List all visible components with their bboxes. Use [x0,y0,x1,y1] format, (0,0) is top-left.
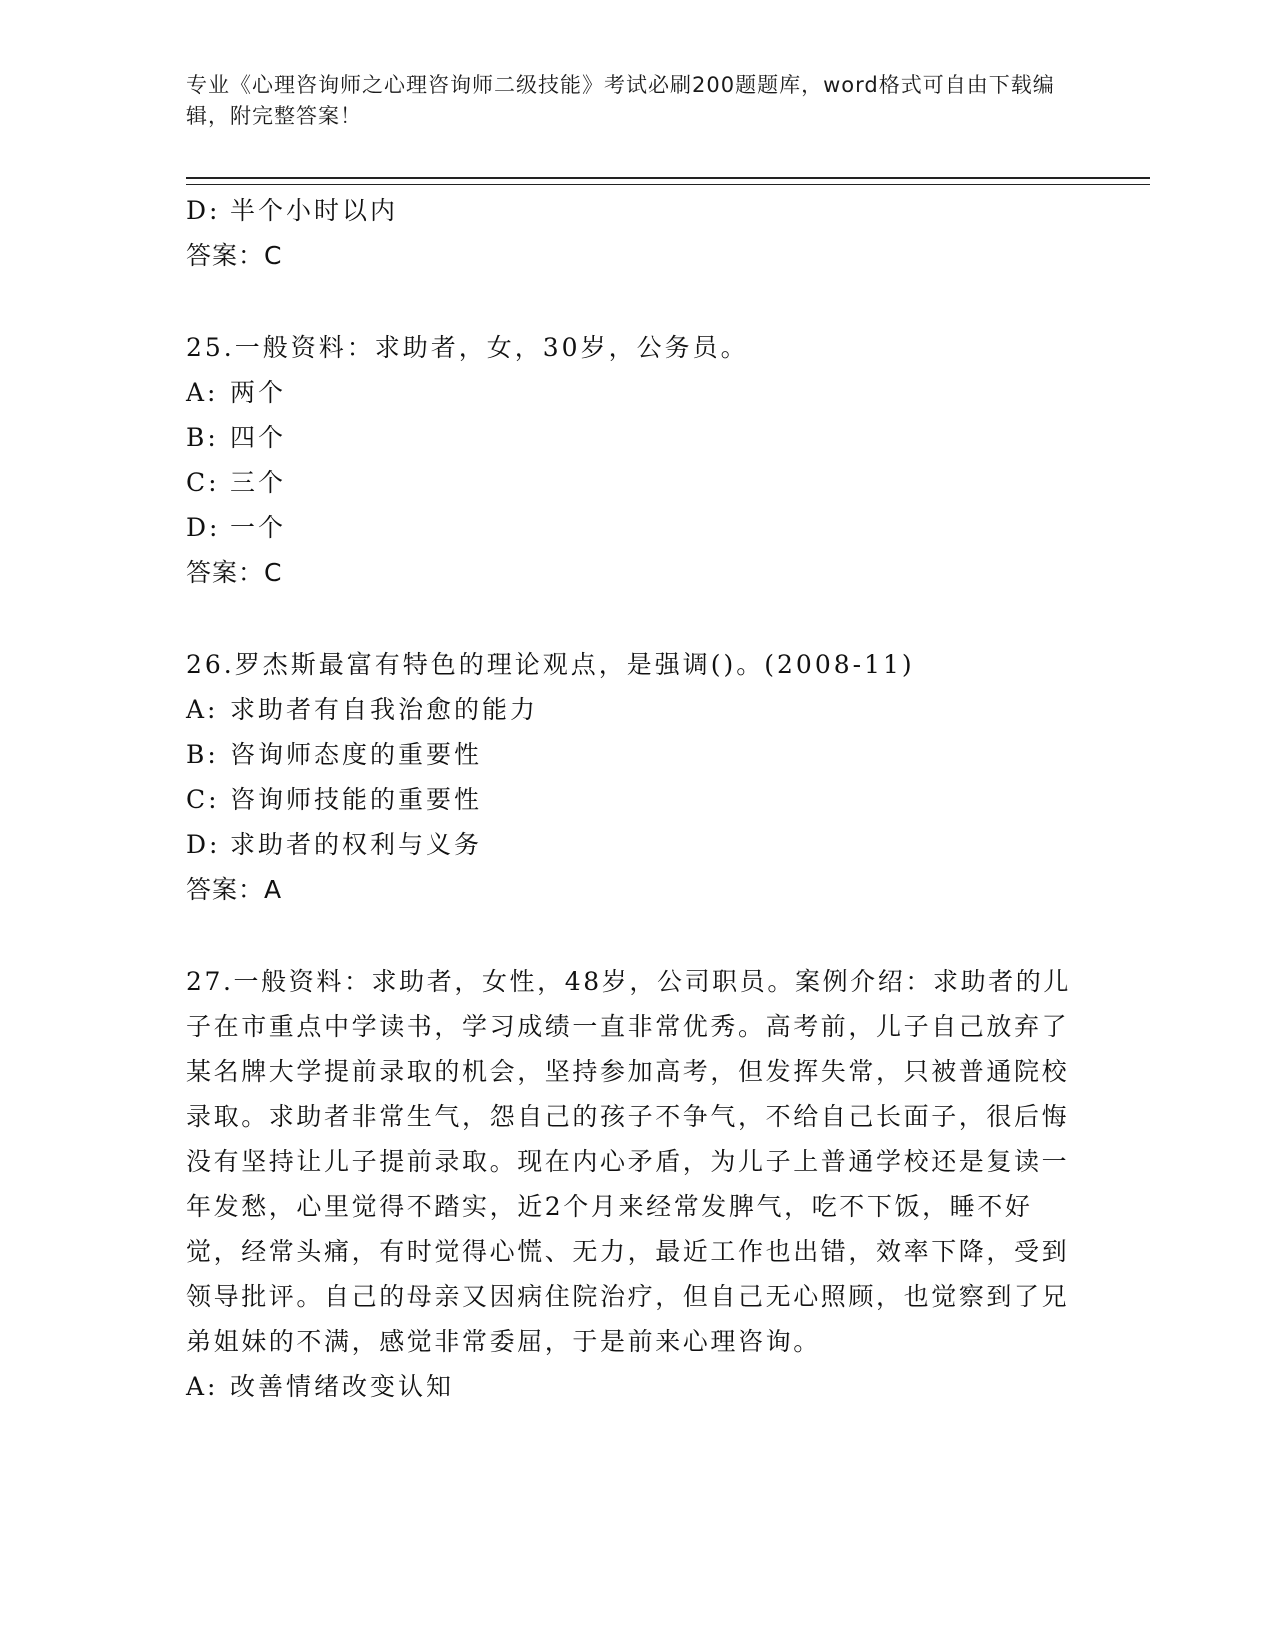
option-text: 三个 [230,468,287,497]
option-label: C: [186,785,220,814]
option-text: 一个 [230,513,287,542]
option-label: D: [186,830,221,859]
option-text: 求助者有自我治愈的能力 [230,695,539,724]
header-text: 专业《心理咨询师之心理咨询师二级技能》考试必刷200题题库，word格式可自由下载编辑，附完整答案！ [186,73,1055,128]
option-text: 半个小时以内 [230,196,399,225]
spacer [186,595,1086,642]
option-c [186,460,1086,505]
spacer [186,278,1086,325]
option-d [186,822,1086,867]
option-text: 求助者的权利与义务 [230,830,483,859]
option-text: 改善情绪改变认知 [230,1372,455,1401]
option-label: C: [186,468,220,497]
option-a [186,370,1086,415]
option-d [186,505,1086,550]
option-label: A: [186,695,219,724]
option-d [186,188,1086,233]
question-stem: 25.一般资料：求助者，女，30岁，公务员。 [186,333,749,362]
option-text: 咨询师态度的重要性 [230,740,483,769]
option-label: A: [186,378,219,407]
option-c [186,777,1086,822]
document-body [186,188,1086,1409]
question-stem: 27.一般资料：求助者，女性，48岁，公司职员。案例介绍：求助者的儿子在市重点中学读书，学习成绩一直非常优秀。高考前，儿子自己放弃了某名牌大学提前录取的机会，坚持参加高考，但发挥失常，只被普通院校录取。求助者非常生气，怨自己的孩子不争气，不给自己长面子，很后悔没有坚持让儿子提前录取。现在内心矛盾，为儿子上普通学校还是复读一年发愁，心里觉得不踏实，近2个月来经常发脾气，吃不下饭，睡不好觉，经常头痛，有时觉得心慌、无力，最近工作也出错，效率下降，受到领导批评。自己的母亲又因病住院治疗，但自己无心照顾，也觉察到了兄弟姐妹的不满，感觉非常委屈，于是前来心理咨询。 [186,967,1071,1356]
option-a [186,687,1086,732]
question-stem: 26.罗杰斯最富有特色的理论观点，是强调()。(2008-11) [186,650,915,679]
option-text: 两个 [230,378,287,407]
header-divider [186,177,1150,185]
option-label: D: [186,513,221,542]
answer-line: 答案：C [186,241,283,270]
option-text: 四个 [230,423,287,452]
option-label: A: [186,1372,219,1401]
answer-line: 答案：C [186,558,283,587]
option-b [186,732,1086,777]
option-a [186,1364,1086,1409]
option-label: B: [186,740,219,769]
option-text: 咨询师技能的重要性 [230,785,483,814]
spacer [186,912,1086,959]
page-header [186,70,1066,132]
option-label: D: [186,196,221,225]
answer-line: 答案：A [186,875,283,904]
option-b [186,415,1086,460]
option-label: B: [186,423,219,452]
